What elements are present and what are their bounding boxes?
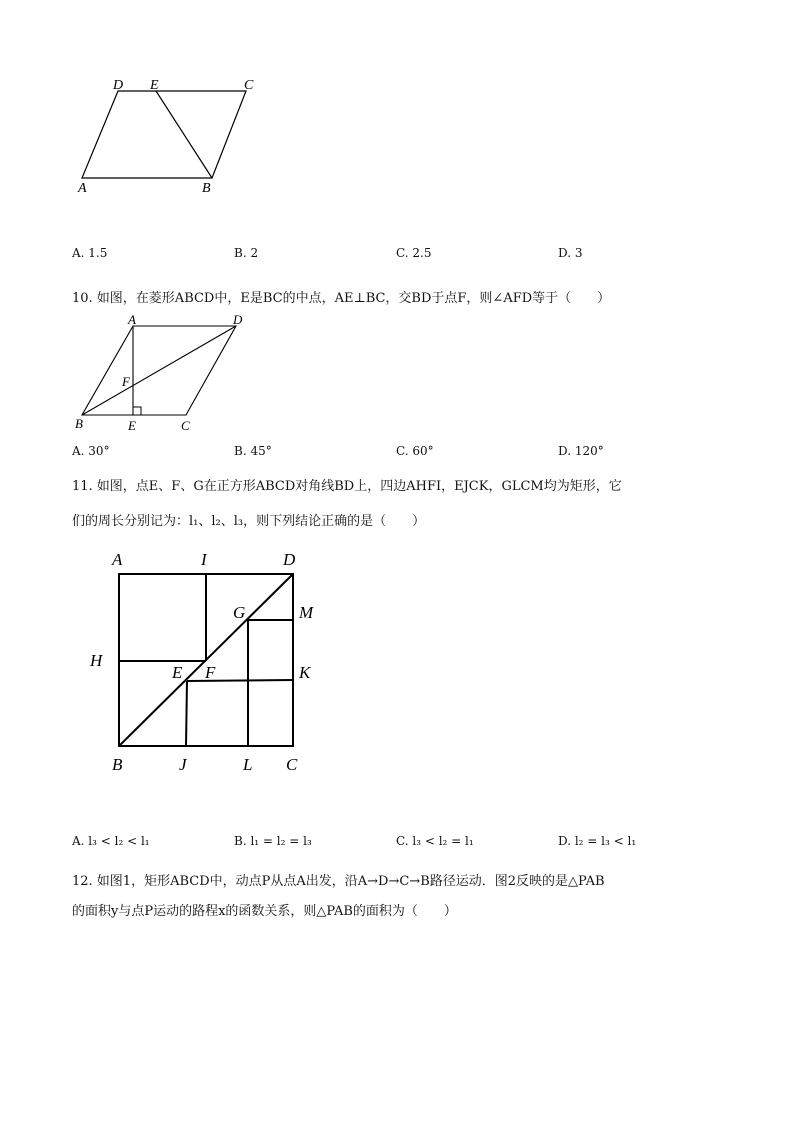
q12-stem-line2: 的面积y与点P运动的路程x的函数关系，则△PAB的面积为（ ）	[72, 904, 457, 919]
diagonal-bd	[82, 326, 236, 415]
q9-option-c[interactable]: C. 2.5	[396, 246, 432, 260]
q11-stem-line2: 们的周长分别记为：l₁、l₂、l₃，则下列结论正确的是（ ）	[72, 514, 426, 529]
right-angle-mark	[133, 407, 141, 415]
q11-option-a[interactable]: A. l₃ < l₂ < l₁	[72, 834, 150, 848]
square-figure	[80, 540, 330, 780]
label-a: A	[112, 550, 123, 569]
q11-stem-line1: 11. 如图，点E、F、G在正方形ABCD对角线BD上，四边AHFI，EJCK，GLCM均为矩形，它	[72, 479, 622, 494]
q11-option-b[interactable]: B. l₁ = l₂ = l₃	[234, 834, 312, 848]
q10-stem: 10. 如图，在菱形ABCD中，E是BC的中点，AE⊥BC，交BD于点F，则∠AFD等于（ ）	[72, 291, 611, 306]
q11-option-c[interactable]: C. l₃ < l₂ = l₁	[396, 834, 474, 848]
rhombus-figure	[70, 310, 260, 435]
label-e: E	[128, 418, 136, 433]
q11-option-d[interactable]: D. l₂ = l₃ < l₁	[558, 834, 637, 848]
label-b: B	[75, 416, 83, 431]
q9-option-d[interactable]: D. 3	[558, 246, 583, 260]
label-d: D	[113, 78, 124, 93]
q12-stem-line1: 12. 如图1，矩形ABCD中，动点P从点A出发，沿A→D→C→B路径运动．图2反映的是△PAB	[72, 874, 605, 889]
segment-eb	[156, 91, 212, 178]
label-h: H	[90, 651, 103, 670]
label-k: K	[299, 663, 311, 682]
q10-option-c[interactable]: C. 60°	[396, 444, 434, 458]
q10-option-b[interactable]: B. 45°	[234, 444, 272, 458]
label-a: A	[78, 181, 87, 196]
segment-fk	[187, 680, 293, 681]
label-j: J	[179, 755, 187, 774]
label-f: F	[205, 663, 216, 682]
q10-option-a[interactable]: A. 30°	[72, 444, 110, 458]
label-g: G	[233, 603, 246, 622]
segment-fj	[186, 681, 187, 746]
label-l: L	[243, 755, 253, 774]
label-a: A	[128, 312, 136, 327]
label-b: B	[202, 181, 211, 196]
label-m: M	[299, 603, 314, 622]
label-d: D	[283, 550, 296, 569]
q9-option-a[interactable]: A. 1.5	[72, 246, 108, 260]
label-i: I	[201, 550, 207, 569]
label-c: C	[181, 418, 190, 433]
parallelogram-figure	[70, 72, 270, 197]
label-b: B	[112, 755, 123, 774]
q9-option-b[interactable]: B. 2	[234, 246, 259, 260]
label-e: E	[172, 663, 183, 682]
label-f: F	[122, 374, 130, 389]
label-c: C	[286, 755, 298, 774]
label-e: E	[150, 78, 159, 93]
label-d: D	[233, 312, 243, 327]
q10-option-d[interactable]: D. 120°	[558, 444, 604, 458]
label-c: C	[244, 78, 254, 93]
